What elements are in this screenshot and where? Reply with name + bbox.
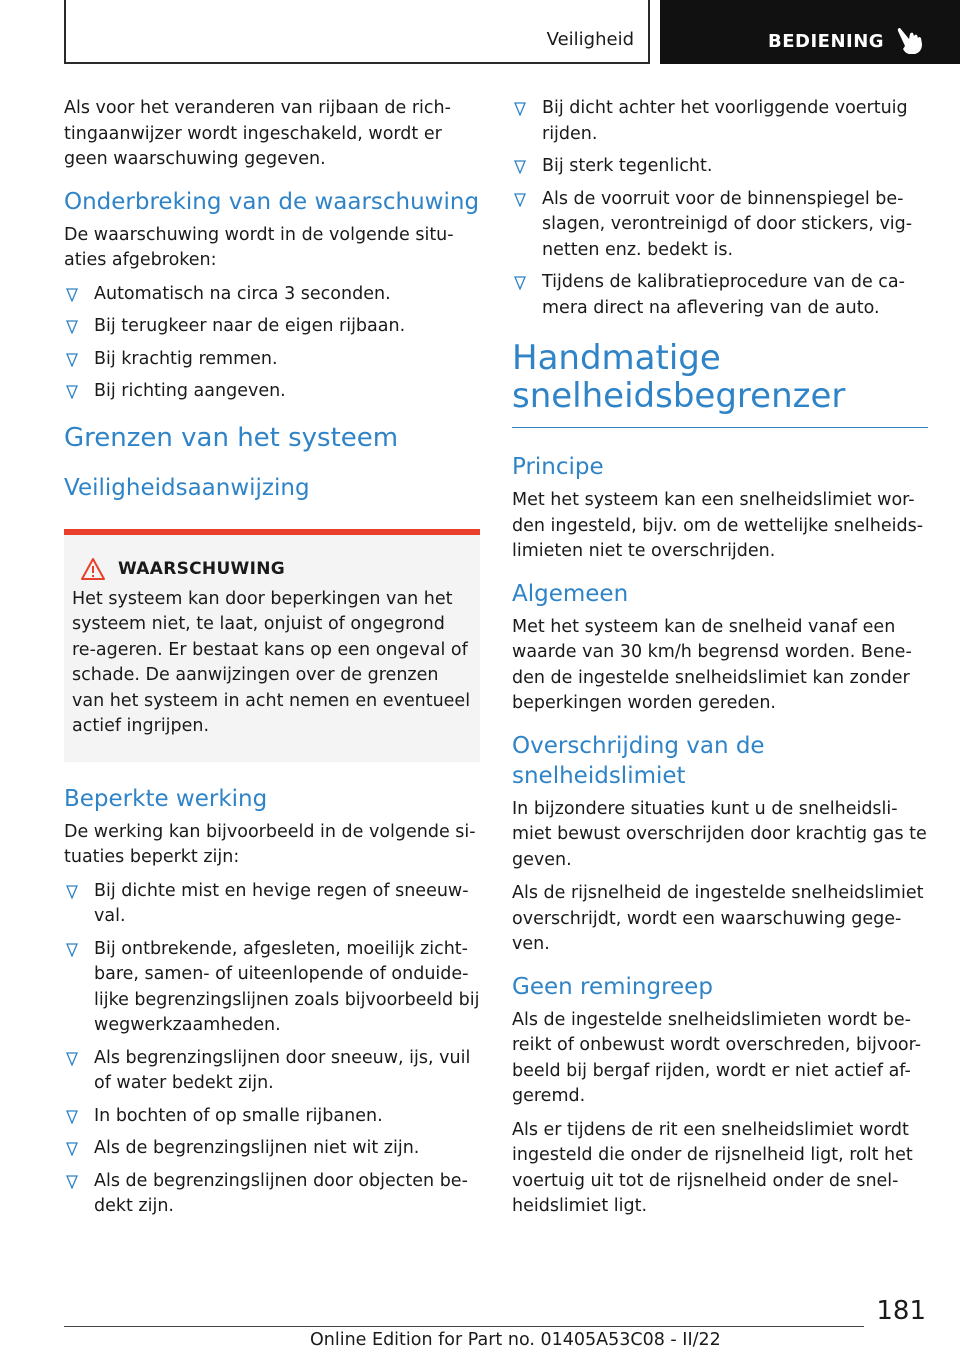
list-item: Bij dicht achter het voorliggende voertuig rijden.: [512, 96, 928, 147]
bullet-triangle-icon: [66, 320, 78, 334]
general-heading: Algemeen: [512, 580, 629, 607]
principle-heading: Principe: [512, 454, 604, 480]
main-heading: [512, 339, 928, 415]
general-paragraph: Met het systeem kan de snelheid vanaf een waarde van 30 km/h begrensd worden. Bene-den de ingestelde snelheidslimiet kan zonder beperkingen worden gereden.: [512, 616, 912, 713]
bullet-triangle-icon: [66, 353, 78, 367]
nobrake-paragraph-2: Als er tijdens de rit een snelheidslimiet wordt ingesteld die onder de rijsnelheid ligt, rolt het voertuig uit tot de rijsnelheid onder de snel-heidslimiet ligt.: [512, 1119, 913, 1216]
bullet-triangle-icon: [66, 385, 78, 399]
list-item: Als begrenzingslijnen door sneeuw, ijs, vuil of water bedekt zijn.: [64, 1046, 480, 1097]
exceed-paragraph-1: In bijzondere situaties kunt u de snelheidsli-miet bewust overschrijden door krachtig gas te geven.: [512, 798, 927, 870]
header-chapter-tab: [660, 0, 960, 64]
principle-paragraph: Met het systeem kan een snelheidslimiet wor-den ingesteld, bijv. om de wettelijke snelheids-limieten niet te overschrijden.: [512, 490, 924, 561]
header-chapter-label: BEDIENING: [768, 31, 885, 52]
list-item: Bij krachtig remmen.: [64, 347, 480, 373]
list-item: Als de begrenzingslijnen door objecten be-dekt zijn.: [64, 1169, 480, 1220]
list-item: Bij sterk tegenlicht.: [512, 154, 928, 180]
bullet-triangle-icon: [66, 1110, 78, 1124]
list-item: In bochten of op smalle rijbanen.: [64, 1104, 480, 1130]
list-item: Bij ontbrekende, afgesleten, moeilijk zicht-bare, samen- of uiteenlopende of onduide-lijke begrenzingslijnen zoals bijvoorbeeld bij wegwerkzaamheden.: [64, 937, 480, 1039]
warning-triangle-icon: [80, 557, 106, 581]
nobrake-heading: Geen remingreep: [512, 973, 713, 1000]
bullet-triangle-icon: [514, 102, 526, 116]
left-column: [64, 96, 480, 1230]
list-item: Bij dichte mist en hevige regen of sneeuw-val.: [64, 879, 480, 930]
bullet-triangle-icon: [514, 276, 526, 290]
exceed-heading: Overschrijding van de snelheidslimiet: [512, 732, 765, 789]
warning-box: [64, 529, 480, 762]
limited-list-continued: [512, 96, 928, 321]
safety-heading: Veiligheidsaanwijzing: [64, 474, 310, 501]
list-item: Als de begrenzingslijnen niet wit zijn.: [64, 1136, 480, 1162]
bullet-triangle-icon: [514, 160, 526, 174]
warning-header: [72, 557, 472, 581]
warning-text: Het systeem kan door beperkingen van het systeem niet, te laat, onjuist of ongegrond re-ageren. Er bestaat kans op een ongeval of schade. De aanwijzingen over de grenzen van het systeem in acht nemen en eventueel actief ingrijpen.: [72, 588, 471, 736]
footer-rule: [64, 1326, 864, 1327]
list-item: Bij richting aangeven.: [64, 379, 480, 405]
bullet-triangle-icon: [66, 1142, 78, 1156]
bullet-triangle-icon: [66, 1175, 78, 1189]
exceed-paragraph-2: Als de rijsnelheid de ingestelde snelheidslimiet overschrijdt, wordt een waarschuwing gege-ven.: [512, 883, 924, 954]
main-heading-line-2: snelheidsbegrenzer: [512, 376, 846, 416]
list-item: Automatisch na circa 3 seconden.: [64, 282, 480, 308]
bullet-triangle-icon: [66, 1052, 78, 1066]
main-heading-line-1: Handmatige: [512, 338, 721, 378]
page-number: 181: [876, 1296, 926, 1326]
footer-edition: Online Edition for Part no. 01405A53C08 - II/22: [310, 1330, 721, 1350]
interrupt-heading: Onderbreking van de waarschuwing: [64, 188, 480, 215]
list-item: Tijdens de kalibratieprocedure van de ca-mera direct na aflevering van de auto.: [512, 270, 928, 321]
list-item: Als de voorruit voor de binnenspiegel be-slagen, verontreinigd of door stickers, vig-netten enz. bedekt is.: [512, 187, 928, 264]
interrupt-paragraph: De waarschuwing wordt in de volgende situ-aties afgebroken:: [64, 224, 454, 270]
intro-paragraph: Als voor het veranderen van rijbaan de rich-tingaanwijzer wordt ingeschakeld, wordt er geen waarschuwing gegeven.: [64, 98, 451, 169]
heading-rule: [512, 427, 928, 428]
header-section-label: Veiligheid: [546, 29, 634, 50]
right-column: [512, 96, 928, 1228]
bullet-triangle-icon: [514, 193, 526, 207]
limited-list: [64, 879, 480, 1220]
nobrake-paragraph-1: Als de ingestelde snelheidslimieten wordt be-reikt of onbewust wordt overschreden, bijvoor-beeld bij bergaf rijden, wordt er niet actief af-geremd.: [512, 1009, 922, 1106]
list-item: Bij terugkeer naar de eigen rijbaan.: [64, 314, 480, 340]
interrupt-list: [64, 282, 480, 405]
pointing-hand-icon: [896, 26, 924, 56]
limited-heading: Beperkte werking: [64, 785, 268, 812]
warning-title: WAARSCHUWING: [118, 558, 286, 579]
limited-paragraph: De werking kan bijvoorbeeld in de volgende si-tuaties beperkt zijn:: [64, 821, 476, 867]
bullet-triangle-icon: [66, 943, 78, 957]
limits-heading: Grenzen van het systeem: [64, 422, 399, 453]
header-section-box: [64, 0, 650, 64]
bullet-triangle-icon: [66, 885, 78, 899]
bullet-triangle-icon: [66, 288, 78, 302]
